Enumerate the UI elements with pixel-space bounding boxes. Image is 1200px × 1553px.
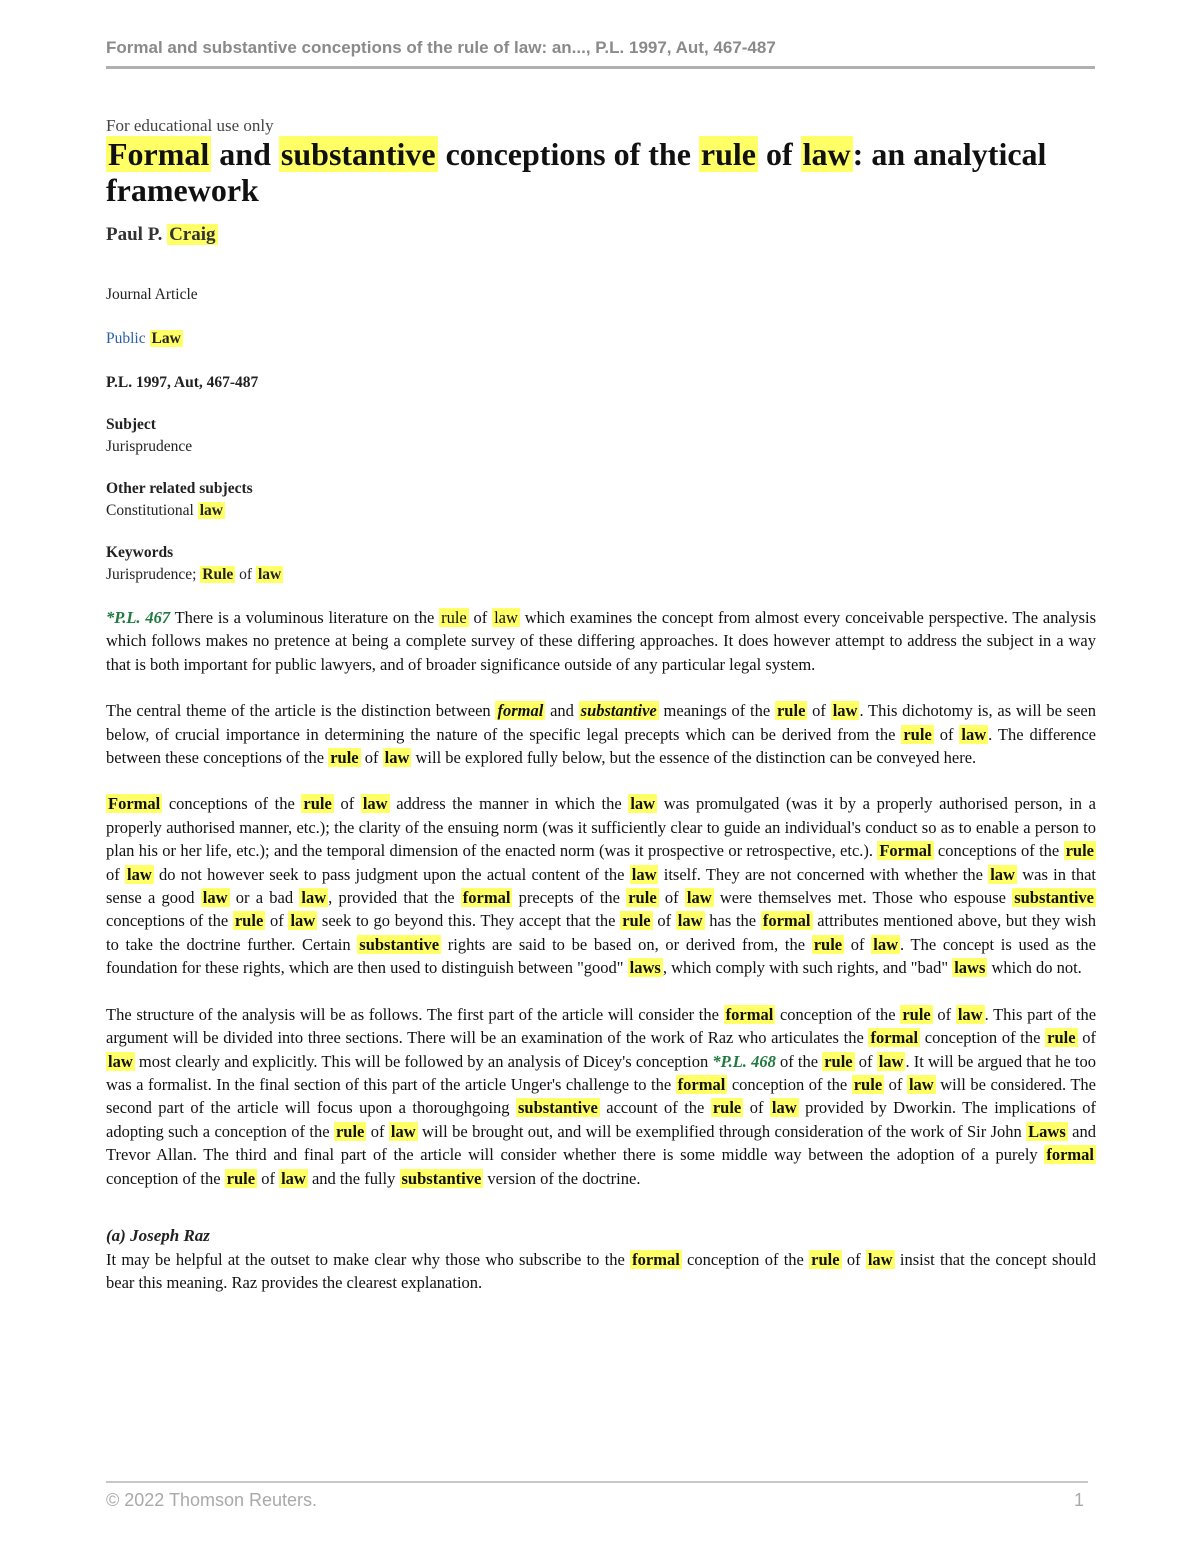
header-rule bbox=[106, 66, 1095, 69]
search-term-highlight: law bbox=[494, 608, 518, 627]
text-run: of bbox=[106, 864, 126, 884]
search-term-highlight: rule bbox=[776, 701, 806, 721]
text-run: of bbox=[265, 911, 289, 931]
footer-copyright: © 2022 Thomson Reuters. bbox=[106, 1490, 318, 1510]
search-term-highlight: formal bbox=[632, 1249, 680, 1269]
search-term-highlight: law bbox=[677, 911, 703, 931]
search-term-highlight: substantive bbox=[280, 136, 436, 172]
search-term-highlight: law bbox=[384, 748, 410, 768]
text-run: . This dichotomy is, as will be seen below, of crucial importance in determining the nature of the specific legal precepts which can be derived from the bbox=[106, 701, 1096, 744]
search-term-highlight: law bbox=[202, 888, 228, 908]
text-run: were themselves met. Those who espouse bbox=[713, 888, 1013, 908]
text-run: meanings of the bbox=[658, 701, 775, 721]
footer-rule bbox=[106, 1481, 1088, 1483]
text-run: of bbox=[743, 1098, 770, 1118]
text-run: and Trevor Allan. The third and final part of the article will consider whether there is some middle way between the adoption of a purely bbox=[106, 1121, 1096, 1165]
journal-name-part1[interactable]: Public bbox=[106, 330, 146, 347]
keyword-of: of bbox=[235, 566, 256, 583]
search-term-highlight: law bbox=[867, 1249, 893, 1269]
keywords-label: Keywords bbox=[106, 544, 174, 561]
body-paragraph-formal-conceptions bbox=[106, 792, 1096, 979]
search-term-highlight: substantive bbox=[1014, 888, 1094, 908]
text-run: of bbox=[841, 1249, 866, 1269]
author-last-name: Craig bbox=[169, 224, 216, 245]
text-run: insist that the concept should bear this meaning. Raz provides the clearest explanation. bbox=[106, 1249, 1096, 1293]
section-body-raz bbox=[106, 1248, 1096, 1295]
text-run: conceptions of the bbox=[106, 911, 233, 931]
educational-use-note: For educational use only bbox=[106, 116, 274, 135]
search-term-highlight: formal bbox=[762, 911, 811, 931]
text-run: . This part of the argument will be divided into three sections. There will be an examination of the work of Raz who articulates the bbox=[106, 1004, 1097, 1048]
text-run: conceptions of the bbox=[162, 794, 302, 814]
text-run: of bbox=[933, 724, 960, 744]
document-title bbox=[106, 136, 1096, 208]
search-term-highlight: formal bbox=[1046, 1145, 1094, 1165]
text-run: It may be helpful at the outset to make clear why those who subscribe to the bbox=[106, 1249, 631, 1269]
text-run: . The difference between these conceptions of the bbox=[106, 724, 1097, 768]
text-run: and bbox=[211, 136, 279, 172]
text-run: will be brought out, and will be exemplified through consideration of the work of Sir John bbox=[417, 1121, 1027, 1141]
search-term-highlight: law bbox=[686, 888, 712, 908]
search-term-highlight: rule bbox=[700, 136, 756, 172]
search-term-highlight: substantive bbox=[518, 1098, 598, 1118]
search-term-highlight: formal bbox=[462, 888, 511, 908]
text-run: itself. They are not concerned with whether the bbox=[658, 864, 989, 884]
search-term-highlight: rule bbox=[335, 1121, 365, 1141]
search-term-highlight: law bbox=[908, 1074, 934, 1094]
text-run: seek to go beyond this. They accept that the bbox=[317, 911, 621, 931]
text-run: do not however seek to pass judgment upon the actual content of the bbox=[153, 864, 630, 884]
text-run: of bbox=[333, 794, 361, 814]
text-run: conception of the bbox=[727, 1074, 852, 1094]
text-run: will be considered. The second part of the article will focus upon a thoroughgoing bbox=[106, 1074, 1096, 1118]
keyword-jurisprudence: Jurisprudence; bbox=[106, 566, 201, 583]
text-run: which do not. bbox=[987, 958, 1082, 978]
related-subjects-label: Other related subjects bbox=[106, 480, 253, 497]
search-term-highlight: law bbox=[802, 136, 851, 172]
journal-name[interactable] bbox=[106, 328, 1096, 350]
text-run: account of the bbox=[599, 1098, 711, 1118]
search-term-highlight: rule bbox=[441, 608, 467, 627]
text-run: conception of the bbox=[920, 1028, 1046, 1048]
footer-page-number: 1 bbox=[1074, 1490, 1085, 1510]
body-paragraph-intro bbox=[106, 606, 1096, 676]
text-run: of bbox=[1077, 1028, 1096, 1048]
keyword-rule: Rule bbox=[202, 566, 234, 583]
search-term-highlight: rule bbox=[226, 1168, 256, 1188]
search-term-highlight: formal bbox=[497, 701, 544, 721]
text-run: version of the doctrine. bbox=[483, 1168, 641, 1188]
search-term-highlight: law bbox=[990, 864, 1015, 884]
text-run: which examines the concept from almost every conceivable perspective. The analysis which follows makes no pretence at being a complete survey of these differing approaches. It does however attempt to address the subject in a way that is both important for public lawyers, and of broader significance outside of any particular legal system. bbox=[106, 608, 1097, 674]
related-subjects-block bbox=[106, 478, 1096, 522]
text-run: conceptions of the bbox=[437, 136, 699, 172]
text-run: conceptions of the bbox=[933, 841, 1064, 861]
search-term-highlight: law bbox=[290, 911, 316, 931]
search-term-highlight: law bbox=[957, 1004, 983, 1024]
search-term-highlight: law bbox=[301, 888, 327, 908]
text-run: and the fully bbox=[307, 1168, 400, 1188]
search-term-highlight: law bbox=[362, 794, 388, 814]
search-term-highlight: laws bbox=[629, 958, 661, 978]
author-name bbox=[106, 224, 1096, 246]
search-term-highlight: substantive bbox=[580, 701, 657, 721]
subject-block bbox=[106, 414, 1096, 458]
keywords-value bbox=[106, 564, 1096, 586]
text-run: conception of the bbox=[775, 1004, 901, 1024]
text-run: of bbox=[932, 1004, 956, 1024]
search-term-highlight: rule bbox=[1047, 1028, 1076, 1048]
text-run: was promulgated (was it by a properly authorised person, in a properly authorised manner, etc.); the clarity of the ensuing norm (was it sufficiently clear to guide an individual's conduct so as to enable a person to plan his or her life, etc.); and the temporal dimension of the enacted norm (was it prospective or retrospective, etc.). bbox=[106, 794, 1096, 861]
search-term-highlight: substantive bbox=[359, 934, 440, 954]
text-run: conception of the bbox=[106, 1168, 225, 1188]
text-run: of bbox=[758, 136, 801, 172]
text-run: of bbox=[844, 934, 872, 954]
text-run: There is a voluminous literature on the bbox=[170, 608, 440, 627]
search-term-highlight: law bbox=[961, 724, 987, 744]
text-run: The central theme of the article is the distinction between bbox=[106, 701, 496, 721]
text-run: , provided that the bbox=[328, 888, 461, 908]
search-term-highlight: rule bbox=[811, 1249, 840, 1269]
running-header-title: Formal and substantive conceptions of the rule of law: an..., P.L. 1997, Aut, 467-487 bbox=[106, 38, 776, 57]
search-term-highlight: Laws bbox=[1028, 1121, 1066, 1141]
text-run: of bbox=[807, 701, 831, 721]
text-run: will be explored fully below, but the essence of the distinction can be conveyed here. bbox=[411, 748, 977, 768]
search-term-highlight: rule bbox=[330, 748, 359, 768]
body-paragraph-structure bbox=[106, 1003, 1096, 1190]
text-run: address the manner in which the bbox=[389, 794, 629, 814]
text-run: The structure of the analysis will be as follows. The first part of the article will consider the bbox=[106, 1004, 724, 1024]
text-run: provided by Dworkin. The implications of adopting such a conception of the bbox=[106, 1098, 1096, 1141]
search-term-highlight: law bbox=[390, 1121, 416, 1141]
text-run: or a bad bbox=[229, 888, 300, 908]
search-term-highlight: law bbox=[832, 701, 858, 721]
search-term-highlight: rule bbox=[234, 911, 264, 931]
text-run: of bbox=[468, 608, 493, 627]
search-term-highlight: Formal bbox=[108, 794, 161, 814]
text-run: , which comply with such rights, and "bad" bbox=[662, 958, 953, 978]
search-term-highlight: law bbox=[127, 864, 152, 884]
search-term-highlight: rule bbox=[824, 1051, 853, 1071]
document-content bbox=[106, 116, 1096, 1295]
text-run: of bbox=[884, 1074, 907, 1094]
search-term-highlight: laws bbox=[954, 958, 986, 978]
search-term-highlight: Formal bbox=[108, 136, 210, 172]
search-term-highlight: rule bbox=[902, 1004, 931, 1024]
section-heading-raz: (a) Joseph Raz bbox=[106, 1225, 210, 1245]
body-paragraph-theme bbox=[106, 699, 1096, 769]
text-run: of bbox=[366, 1121, 389, 1141]
text-run: has the bbox=[704, 911, 761, 931]
text-run: precepts of the bbox=[512, 888, 627, 908]
text-run: . The concept is used as the foundation for these rights, which are then used to distinguish between "good" bbox=[106, 934, 1096, 978]
subject-label: Subject bbox=[106, 416, 156, 433]
search-term-highlight: rule bbox=[303, 794, 332, 814]
text-run: conception of the bbox=[681, 1249, 810, 1269]
star-paging-marker: *P.L. 468 bbox=[712, 1051, 780, 1071]
text-run: was in that sense a good bbox=[106, 864, 1096, 908]
text-run: . It will be argued that he too was a formalist. In the final section of this part of the article Unger's challenge to the bbox=[106, 1051, 1096, 1094]
journal-name-part2[interactable]: Law bbox=[151, 330, 181, 347]
author-first-name: Paul P. bbox=[106, 224, 168, 245]
keyword-law: law bbox=[257, 566, 282, 583]
search-term-highlight: rule bbox=[903, 724, 932, 744]
keywords-block bbox=[106, 542, 1096, 586]
search-term-highlight: law bbox=[108, 1051, 133, 1071]
search-term-highlight: rule bbox=[853, 1074, 883, 1094]
search-term-highlight: law bbox=[281, 1168, 306, 1188]
related-subject-highlight: law bbox=[199, 502, 223, 519]
text-run: rights are said to be based on, or derived from, the bbox=[441, 934, 812, 954]
text-run: of bbox=[854, 1051, 877, 1071]
search-term-highlight: law bbox=[771, 1098, 797, 1118]
search-term-highlight: law bbox=[631, 864, 657, 884]
search-term-highlight: rule bbox=[622, 911, 651, 931]
related-subjects-value bbox=[106, 500, 1096, 522]
text-run: of bbox=[257, 1168, 280, 1188]
text-run: most clearly and explicitly. This will be followed by an analysis of Dicey's conception bbox=[134, 1051, 713, 1071]
text-run: : an analytical framework bbox=[106, 136, 1047, 208]
text-run: of the bbox=[779, 1051, 823, 1071]
citation: P.L. 1997, Aut, 467-487 bbox=[106, 374, 259, 391]
text-run: attributes mentioned above, but they wish to take the doctrine further. Certain bbox=[106, 911, 1097, 954]
subject-value: Jurisprudence bbox=[106, 438, 193, 455]
related-subject-text: Constitutional bbox=[106, 502, 194, 519]
document-type: Journal Article bbox=[106, 286, 198, 303]
text-run: of bbox=[360, 748, 383, 768]
search-term-highlight: formal bbox=[725, 1004, 774, 1024]
search-term-highlight: law bbox=[873, 934, 898, 954]
search-term-highlight: rule bbox=[628, 888, 657, 908]
search-term-highlight: formal bbox=[870, 1028, 919, 1048]
search-term-highlight: rule bbox=[813, 934, 843, 954]
search-term-highlight: substantive bbox=[401, 1168, 482, 1188]
search-term-highlight: Formal bbox=[879, 841, 932, 861]
star-paging-marker: *P.L. 467 bbox=[106, 608, 171, 627]
search-term-highlight: rule bbox=[712, 1098, 742, 1118]
search-term-highlight: rule bbox=[1065, 841, 1094, 861]
text-run: of bbox=[652, 911, 676, 931]
search-term-highlight: formal bbox=[677, 1074, 726, 1094]
search-term-highlight: law bbox=[878, 1051, 904, 1071]
text-run: of bbox=[658, 888, 685, 908]
search-term-highlight: law bbox=[630, 794, 656, 814]
text-run: and bbox=[545, 701, 579, 721]
